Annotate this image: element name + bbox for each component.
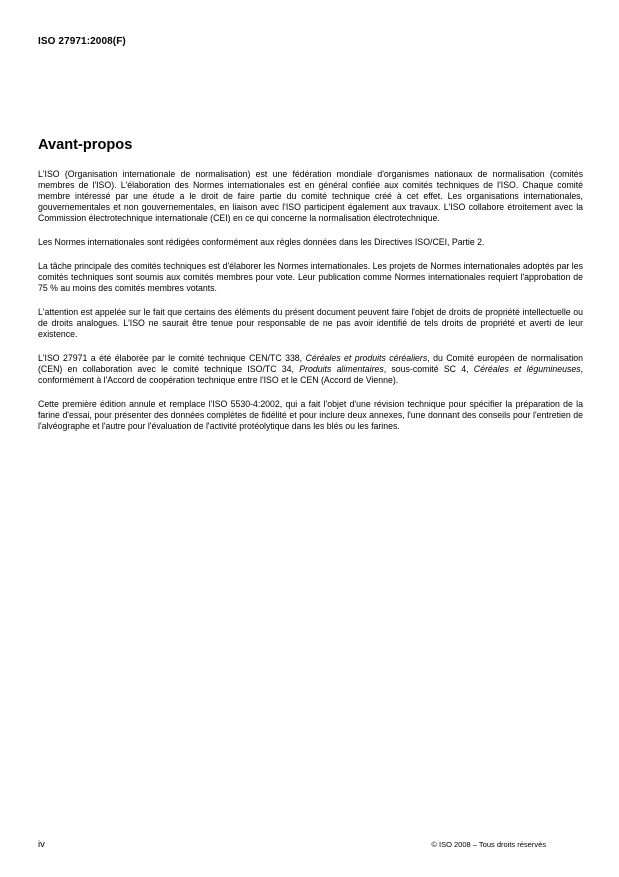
paragraph-5-text-4: , conformément à l'Accord de coopération technique entre l'ISO et le CEN (Accord de Vienne). (38, 364, 584, 385)
document-reference: ISO 27971:2008(F) (38, 36, 126, 47)
paragraph-1: L'ISO (Organisation internationale de normalisation) est une fédération mondiale d'organismes nationaux de normalisation (comités membres de l'ISO). L'élaboration des Normes internationales est en général confiée aux comités techniques de l'ISO. Chaque comité membre intéressé par une étude a le droit de faire partie du comité technique créé à cet effet. Les organisations internationales, gouvernementales et non gouvernementales, en liaison avec l'ISO participent également aux travaux. L'ISO collabore étroitement avec la Commission électrotechnique internationale (CEI) en ce qui concerne la normalisation électrotechnique. (38, 169, 583, 223)
copyright-notice: © ISO 2008 – Tous droits réservés (431, 840, 546, 849)
paragraph-5 (38, 353, 583, 386)
page-title: Avant-propos (38, 137, 133, 153)
paragraph-2: Les Normes internationales sont rédigées conformément aux règles données dans les Directives ISO/CEI, Partie 2. (38, 237, 485, 247)
paragraph-5-italic-2: Produits alimentaires (299, 364, 384, 374)
paragraph-5-italic-3: Céréales et légumineuses (473, 364, 581, 374)
document-body (38, 169, 583, 445)
paragraph-5-italic-1: Céréales et produits céréaliers (305, 353, 428, 363)
paragraph-5-text-1: L'ISO 27971 a été élaborée par le comité technique CEN/TC 338, (38, 353, 306, 363)
paragraph-5-text-2: , du Comité européen de normalisation (CEN) en collaboration avec le comité technique ISO/TC 34, (38, 353, 583, 374)
paragraph-5-text-3: , sous-comité SC 4, (383, 364, 474, 374)
paragraph-4: L'attention est appelée sur le fait que certains des éléments du présent document peuvent faire l'objet de droits de propriété intellectuelle ou de droits analogues. L'ISO ne saurait être tenue pour responsable de ne pas avoir identifié de tels droits de propriété et averti de leur existence. (38, 307, 583, 339)
page-number: iv (38, 839, 45, 850)
paragraph-6: Cette première édition annule et remplace l'ISO 5530-4:2002, qui a fait l'objet d'une révision technique pour spécifier la préparation de la farine d'essai, pour présenter des données complètes de fidélité et pour inclure deux annexes, l'une donnant des conseils pour l'entretien de l'alvéographe et l'autre pour l'évaluation de l'activité protéolytique dans les blés ou les farines. (38, 399, 583, 431)
paragraph-3: La tâche principale des comités techniques est d'élaborer les Normes internationales. Les projets de Normes internationales adoptés par les comités techniques sont soumis aux comités membres pour vote. Leur publication comme Normes internationales requiert l'approbation de 75 % au moins des comités membres votants. (38, 261, 583, 293)
